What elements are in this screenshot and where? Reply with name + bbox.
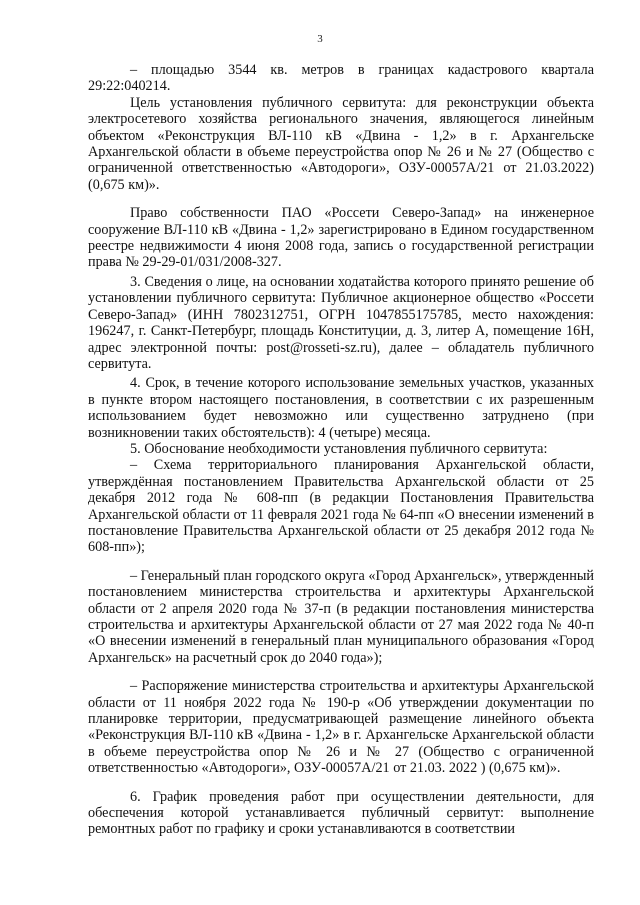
paragraph-works-schedule: 6. График проведения работ при осуществлении деятельности, для обеспечения которой устанавливается публичный сервитут: выполнение ремонтных работ по графику и сроки устанавливаются в соответствии bbox=[88, 788, 594, 838]
paragraph-ownership-right: Право собственности ПАО «Россети Северо-Запад» на инженерное сооружение ВЛ-110 кВ «Двина - 1,2» зарегистрировано в Едином государственном реестре недвижимости 4 июня 2008 года, запись о государственной регистрации права № 29-29-01/031/2008-327. bbox=[88, 205, 594, 271]
paragraph-term: 4. Срок, в течение которого использование земельных участков, указанных в пункте втором настоящего постановления, в соответствии с их разрешенным использованием будет невозможно или существенно затруднено (при возникновении таких обстоятельств): 4 (четыре) месяца. bbox=[88, 375, 594, 441]
paragraph-ministry-order: – Распоряжение министерства строительства и архитектуры Архангельской области от 11 ноября 2022 года № 190-р «Об утверждении документации по планировке территории, предусматривающей размещение линейного объекта «Реконструкция ВЛ-110 кВ «Двина - 1,2» в г. Архангельске Архангельской области в объеме переустройства опор № 26 и № 27 (Общество с ограниченной ответственностью «Автодороги», ОЗУ-00057А/21 от 21.03. 2022 ) (0,675 км)». bbox=[88, 678, 594, 777]
paragraph-area-line: – площадью 3544 кв. метров в границах кадастрового квартала 29:22:040214. bbox=[88, 62, 594, 95]
paragraph-general-plan: – Генеральный план городского округа «Город Архангельск», утвержденный постановлением министерства строительства и архитектуры Архангельской области от 2 апреля 2020 года № 37-п (в редакции постановления министерства строительства и архитектуры Архангельской области от 27 мая 2022 года № 40-п «О внесении изменений в генеральный план муниципального образования «Город Архангельск» на расчетный срок до 2040 года»); bbox=[88, 567, 594, 666]
document-body bbox=[88, 62, 594, 838]
paragraph-territorial-planning-scheme: – Схема территориального планирования Архангельской области, утверждённая постановлением Правительства Архангельской области от 25 декабря 2012 года № 608-пп (в редакции Постановления Правительства Архангельской области от 11 февраля 2021 года № 64-пп «О внесении изменений в постановление Правительства Архангельской области от 25 декабря 2012 года № 608-пп»); bbox=[88, 457, 594, 556]
paragraph-servitude-purpose: Цель установления публичного сервитута: для реконструкции объекта электросетевого хозяйства регионального значения, являющегося линейным объектом «Реконструкция ВЛ-110 кВ «Двина - 1,2» в г. Архангельске Архангельской области в объеме переустройства опор № 26 и № 27 (Общество с ограниченной ответственностью «Автодороги», ОЗУ-00057А/21 от 21.03.2022) (0,675 км)». bbox=[88, 94, 594, 193]
paragraph-applicant-info: 3. Сведения о лице, на основании ходатайства которого принято решение об установлении публичного сервитута: Публичное акционерное общество «Россети Северо-Запад» (ИНН 7802312751, ОГРН 1047855175785, место нахождения: 196247, г. Санкт-Петербург, площадь Конституции, д. 3, литер А, помещение 16Н, адрес электронной почты: post@rosseti-sz.ru), далее – обладатель публичного сервитута. bbox=[88, 273, 594, 372]
page-number: 3 bbox=[317, 33, 323, 45]
paragraph-justification-heading: 5. Обоснование необходимости установления публичного сервитута: bbox=[130, 440, 548, 457]
